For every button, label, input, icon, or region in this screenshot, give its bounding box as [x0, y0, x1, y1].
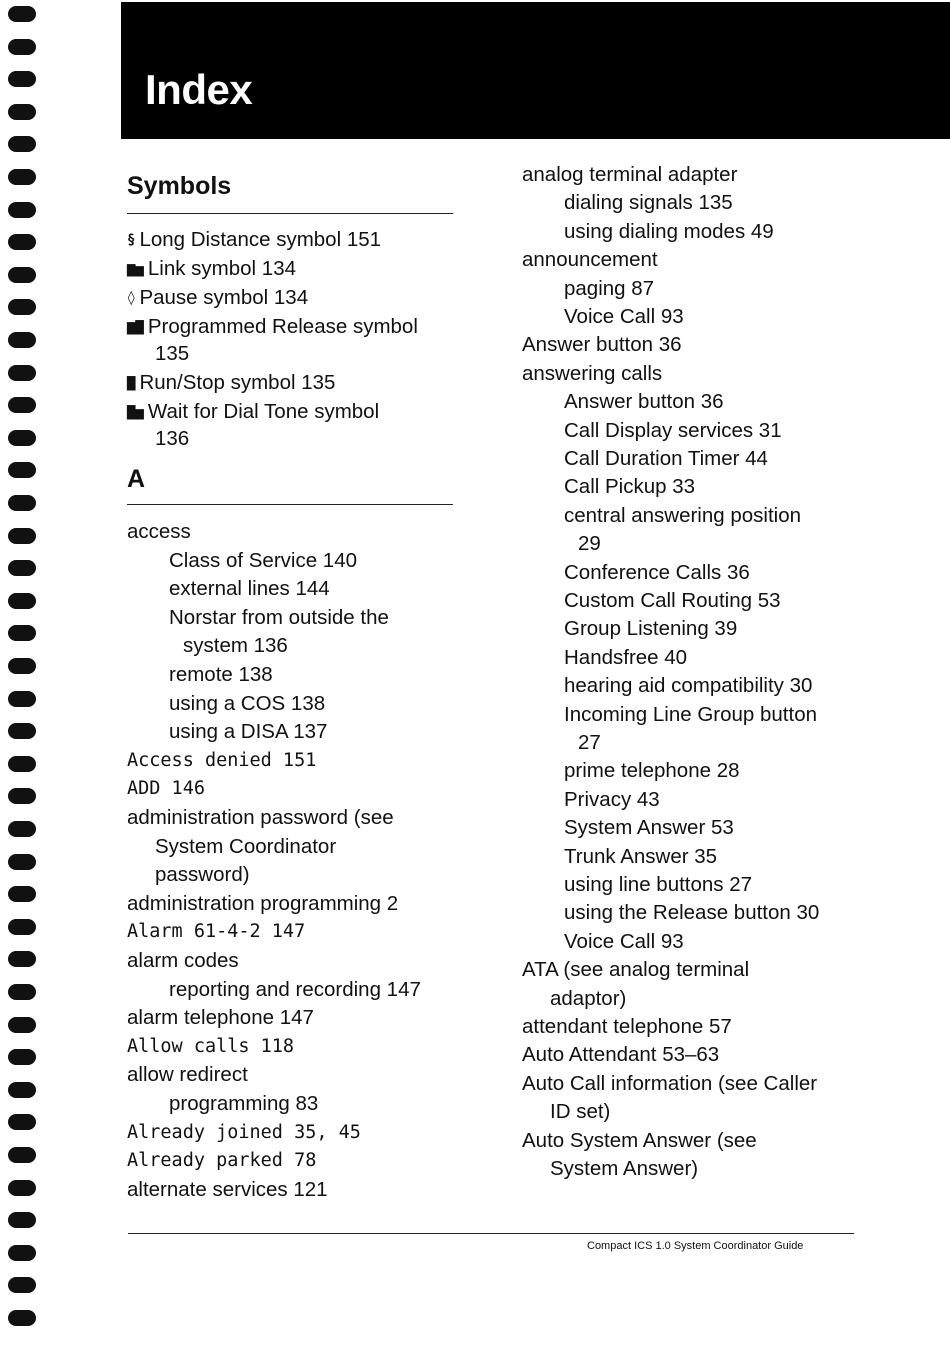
binding-ring: [8, 136, 36, 152]
symbol-entry-text: Link symbol 134: [147, 257, 296, 280]
index-subentry: System Answer): [550, 1157, 699, 1180]
index-entry: Already joined 35, 45: [127, 1121, 361, 1143]
index-entry: Auto Attendant 53–63: [522, 1043, 720, 1067]
index-subentry: programming 83: [169, 1092, 319, 1115]
index-entry: Access denied 151: [127, 749, 317, 771]
index-entry: alternate services 121: [127, 1177, 328, 1201]
binding-ring: [8, 1310, 36, 1326]
binding-ring: [8, 1017, 36, 1033]
binding-ring: [8, 234, 36, 250]
symbols-section-title: Symbols: [127, 172, 232, 200]
index-subentry: system 136: [183, 634, 288, 658]
binding-ring: [8, 71, 36, 87]
binding-ring: [8, 332, 36, 348]
index-subentry: prime telephone 28: [564, 759, 740, 783]
binding-ring: [8, 1245, 36, 1261]
index-subentry: reporting and recording 147: [169, 977, 421, 1001]
index-entry: Auto Call information (see Caller: [522, 1071, 818, 1095]
a-section-rule: [127, 504, 453, 505]
index-subentry: using the Release button 30: [564, 901, 820, 925]
index-entry: ADD 146: [127, 778, 205, 800]
binding-ring: [8, 821, 36, 837]
run-stop-symbol-icon: ▇: [127, 375, 136, 391]
index-entry: administration programming 2: [127, 891, 399, 915]
index-entry: answering calls: [522, 361, 663, 385]
binding-ring: [8, 462, 36, 478]
symbol-entry-text: Pause symbol 134: [139, 286, 309, 309]
binding-ring: [8, 299, 36, 315]
binding-ring: [8, 397, 36, 413]
binding-ring: [8, 1049, 36, 1065]
binding-ring: [8, 625, 36, 641]
index-subentry: using a COS 138: [169, 691, 326, 715]
symbol-entry-text: Wait for Dial Tone symbol: [147, 400, 380, 423]
binding-ring: [8, 1082, 36, 1098]
binding-ring: [8, 1147, 36, 1163]
binding-ring: [8, 788, 36, 804]
index-entry: Already parked 78: [127, 1150, 317, 1172]
binding-ring: [8, 39, 36, 55]
binding-ring: [8, 365, 36, 381]
index-entry: attendant telephone 57: [522, 1015, 732, 1038]
index-subentry: password): [155, 863, 250, 887]
binding-ring: [8, 104, 36, 120]
index-subentry: Incoming Line Group button: [564, 702, 817, 726]
index-subentry: Conference Calls 36: [564, 560, 750, 584]
index-subentry: Answer button 36: [564, 390, 724, 414]
binding-ring: [8, 691, 36, 707]
index-subentry: paging 87: [564, 276, 655, 300]
binding-ring: [8, 854, 36, 870]
index-subentry: ID set): [550, 1100, 611, 1124]
binding-ring: [8, 919, 36, 935]
index-subentry: using line buttons 27: [564, 873, 753, 896]
symbol-entry-page: 136: [155, 427, 190, 450]
binding-ring: [8, 6, 36, 22]
index-header-banner: [121, 2, 950, 139]
page-title: Index: [145, 66, 253, 113]
symbol-entry-text: Long Distance symbol 151: [139, 228, 382, 251]
pause-symbol-icon: ◊: [127, 290, 136, 306]
programmed-release-symbol-icon: ▆▇: [127, 319, 144, 335]
a-section-title: A: [127, 465, 146, 493]
binding-ring: [8, 658, 36, 674]
index-subentry: dialing signals 135: [564, 191, 733, 215]
index-subentry: external lines 144: [169, 577, 330, 601]
binding-ring: [8, 1212, 36, 1228]
binding-ring: [8, 984, 36, 1000]
symbol-entry-page: 135: [155, 342, 190, 365]
spiral-binding: [8, 0, 40, 1345]
index-subentry: remote 138: [169, 663, 273, 686]
binding-ring: [8, 528, 36, 544]
binding-ring: [8, 495, 36, 511]
index-entry: Allow calls 118: [127, 1035, 295, 1057]
long-distance-symbol-icon: §: [127, 232, 136, 248]
wait-for-dial-tone-symbol-icon: ▇▅: [127, 404, 144, 420]
index-entry: analog terminal adapter: [522, 163, 738, 186]
binding-ring: [8, 430, 36, 446]
index-subentry: Call Display services 31: [564, 418, 782, 442]
index-subentry: adaptor): [550, 986, 627, 1010]
index-subentry: central answering position: [564, 503, 802, 527]
index-subentry: System Answer 53: [564, 816, 734, 840]
binding-ring: [8, 1114, 36, 1130]
symbol-entry: [127, 284, 308, 312]
symbol-entry-text: Run/Stop symbol 135: [139, 371, 336, 394]
symbols-section-rule: [127, 213, 453, 214]
index-subentry: using dialing modes 49: [564, 219, 774, 243]
index-entry: Answer button 36: [522, 333, 682, 357]
index-subentry: Call Pickup 33: [564, 475, 696, 499]
index-subentry: Custom Call Routing 53: [564, 589, 781, 612]
binding-ring: [8, 593, 36, 609]
binding-ring: [8, 886, 36, 902]
index-subentry: Handsfree 40: [564, 645, 688, 669]
binding-ring: [8, 267, 36, 283]
binding-ring: [8, 1277, 36, 1293]
symbol-entry-text: Programmed Release symbol: [147, 315, 418, 338]
footer-rule: [128, 1233, 854, 1234]
binding-ring: [8, 951, 36, 967]
index-entry: announcement: [522, 248, 658, 272]
index-entry: access: [127, 520, 191, 543]
footer-text: Compact ICS 1.0 System Coordinator Guide: [587, 1240, 804, 1252]
index-subentry: Group Listening 39: [564, 617, 738, 641]
index-entry: ATA (see analog terminal: [522, 958, 750, 982]
symbol-entry: [127, 398, 379, 426]
index-subentry: 29: [578, 532, 601, 556]
index-entry: allow redirect: [127, 1063, 248, 1087]
binding-ring: [8, 723, 36, 739]
symbol-entry: [127, 369, 335, 397]
index-entry: administration password (see: [127, 806, 394, 829]
index-subentry: Norstar from outside the: [169, 605, 389, 629]
index-subentry: Privacy 43: [564, 787, 660, 811]
index-subentry: using a DISA 137: [169, 720, 328, 744]
binding-ring: [8, 1180, 36, 1196]
index-subentry: Call Duration Timer 44: [564, 447, 768, 470]
index-subentry: Voice Call 93: [564, 305, 684, 328]
link-symbol-icon: ▆▅: [127, 261, 144, 277]
binding-ring: [8, 169, 36, 185]
index-entry: alarm telephone 147: [127, 1006, 314, 1030]
symbol-entry: [127, 226, 381, 254]
binding-ring: [8, 202, 36, 218]
index-subentry: Trunk Answer 35: [564, 844, 718, 868]
index-entry: Auto System Answer (see: [522, 1128, 757, 1152]
index-entry: alarm codes: [127, 949, 239, 972]
index-subentry: System Coordinator: [155, 834, 337, 858]
index-entry: Alarm 61-4-2 147: [127, 921, 306, 943]
index-subentry: hearing aid compatibility 30: [564, 674, 813, 698]
binding-ring: [8, 756, 36, 772]
binding-ring: [8, 560, 36, 576]
symbol-entry: [127, 255, 296, 283]
index-subentry: 27: [578, 731, 601, 754]
index-subentry: Voice Call 93: [564, 929, 684, 953]
symbol-entry: [127, 313, 418, 341]
index-subentry: Class of Service 140: [169, 548, 358, 572]
